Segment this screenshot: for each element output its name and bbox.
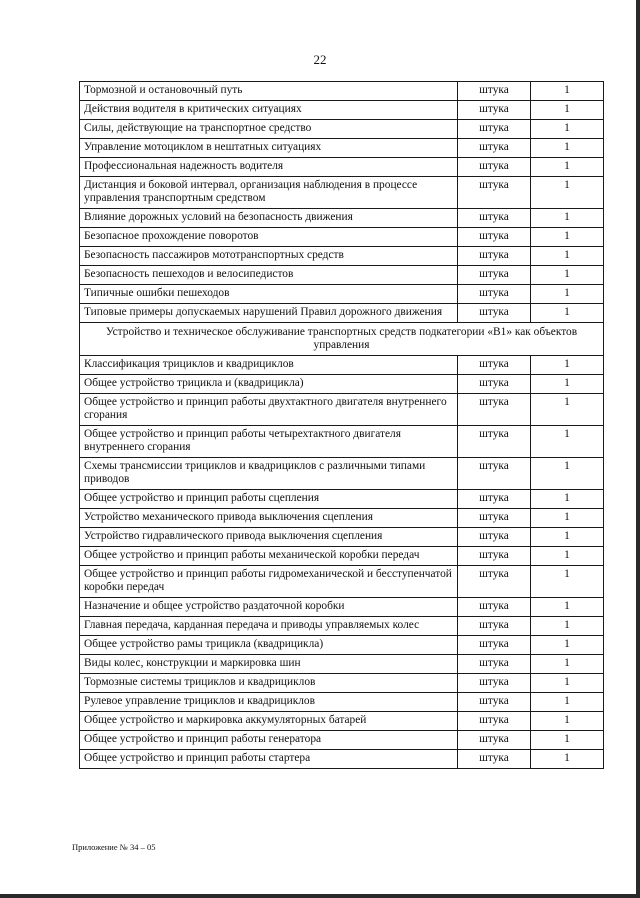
unit-cell: штука bbox=[458, 655, 531, 674]
unit-cell: штука bbox=[458, 82, 531, 101]
table-row bbox=[80, 139, 604, 158]
quantity-cell: 1 bbox=[531, 674, 604, 693]
unit-cell: штука bbox=[458, 285, 531, 304]
quantity-cell: 1 bbox=[531, 617, 604, 636]
quantity-cell: 1 bbox=[531, 566, 604, 598]
table-row bbox=[80, 426, 604, 458]
unit-cell: штука bbox=[458, 490, 531, 509]
item-name-cell: Общее устройство и принцип работы стартера bbox=[80, 750, 458, 769]
unit-cell: штука bbox=[458, 426, 531, 458]
unit-cell: штука bbox=[458, 636, 531, 655]
item-name-cell: Общее устройство и маркировка аккумуляторных батарей bbox=[80, 712, 458, 731]
quantity-cell: 1 bbox=[531, 731, 604, 750]
unit-cell: штука bbox=[458, 598, 531, 617]
table-row bbox=[80, 394, 604, 426]
item-name-cell: Схемы трансмиссии трициклов и квадрициклов с различными типами приводов bbox=[80, 458, 458, 490]
quantity-cell: 1 bbox=[531, 426, 604, 458]
item-name-cell: Общее устройство и принцип работы четырехтактного двигателя внутреннего сгорания bbox=[80, 426, 458, 458]
item-name-cell: Тормозные системы трициклов и квадрициклов bbox=[80, 674, 458, 693]
unit-cell: штука bbox=[458, 266, 531, 285]
item-name-cell: Безопасное прохождение поворотов bbox=[80, 228, 458, 247]
quantity-cell: 1 bbox=[531, 139, 604, 158]
scan-edge-bottom bbox=[0, 894, 640, 898]
table-row bbox=[80, 750, 604, 769]
section-header-row bbox=[80, 323, 604, 356]
item-name-cell: Виды колес, конструкции и маркировка шин bbox=[80, 655, 458, 674]
unit-cell: штука bbox=[458, 394, 531, 426]
item-name-cell: Общее устройство и принцип работы гидромеханической и бесступенчатой коробки передач bbox=[80, 566, 458, 598]
footer-note: Приложение № 34 – 05 bbox=[72, 842, 156, 852]
unit-cell: штука bbox=[458, 139, 531, 158]
table-row bbox=[80, 247, 604, 266]
table-row bbox=[80, 356, 604, 375]
unit-cell: штука bbox=[458, 304, 531, 323]
table-row bbox=[80, 509, 604, 528]
item-name-cell: Общее устройство и принцип работы двухтактного двигателя внутреннего сгорания bbox=[80, 394, 458, 426]
item-name-cell: Типовые примеры допускаемых нарушений Правил дорожного движения bbox=[80, 304, 458, 323]
unit-cell: штука bbox=[458, 617, 531, 636]
quantity-cell: 1 bbox=[531, 304, 604, 323]
table-row bbox=[80, 712, 604, 731]
table-row bbox=[80, 209, 604, 228]
quantity-cell: 1 bbox=[531, 82, 604, 101]
section-header-group bbox=[80, 323, 604, 356]
quantity-cell: 1 bbox=[531, 177, 604, 209]
quantity-cell: 1 bbox=[531, 228, 604, 247]
unit-cell: штука bbox=[458, 120, 531, 139]
quantity-cell: 1 bbox=[531, 101, 604, 120]
quantity-cell: 1 bbox=[531, 598, 604, 617]
table-row bbox=[80, 566, 604, 598]
item-name-cell: Устройство гидравлического привода выключения сцепления bbox=[80, 528, 458, 547]
quantity-cell: 1 bbox=[531, 356, 604, 375]
quantity-cell: 1 bbox=[531, 655, 604, 674]
quantity-cell: 1 bbox=[531, 636, 604, 655]
unit-cell: штука bbox=[458, 356, 531, 375]
quantity-cell: 1 bbox=[531, 285, 604, 304]
table-row bbox=[80, 528, 604, 547]
unit-cell: штука bbox=[458, 566, 531, 598]
table-body-top bbox=[80, 82, 604, 323]
table-row bbox=[80, 285, 604, 304]
quantity-cell: 1 bbox=[531, 458, 604, 490]
unit-cell: штука bbox=[458, 547, 531, 566]
item-name-cell: Устройство механического привода выключения сцепления bbox=[80, 509, 458, 528]
unit-cell: штука bbox=[458, 101, 531, 120]
item-name-cell: Безопасность пешеходов и велосипедистов bbox=[80, 266, 458, 285]
item-name-cell: Тормозной и остановочный путь bbox=[80, 82, 458, 101]
table-row bbox=[80, 731, 604, 750]
table-row bbox=[80, 101, 604, 120]
table-row bbox=[80, 158, 604, 177]
item-name-cell: Назначение и общее устройство раздаточной коробки bbox=[80, 598, 458, 617]
item-name-cell: Силы, действующие на транспортное средство bbox=[80, 120, 458, 139]
table-row bbox=[80, 82, 604, 101]
item-name-cell: Общее устройство и принцип работы сцепления bbox=[80, 490, 458, 509]
item-name-cell: Общее устройство рамы трицикла (квадрицикла) bbox=[80, 636, 458, 655]
unit-cell: штука bbox=[458, 750, 531, 769]
quantity-cell: 1 bbox=[531, 394, 604, 426]
quantity-cell: 1 bbox=[531, 209, 604, 228]
table-row bbox=[80, 674, 604, 693]
table-row bbox=[80, 228, 604, 247]
table-row bbox=[80, 617, 604, 636]
scan-edge-right bbox=[636, 0, 640, 898]
item-name-cell: Действия водителя в критических ситуациях bbox=[80, 101, 458, 120]
table-row bbox=[80, 304, 604, 323]
unit-cell: штука bbox=[458, 509, 531, 528]
item-name-cell: Главная передача, карданная передача и приводы управляемых колес bbox=[80, 617, 458, 636]
table-row bbox=[80, 598, 604, 617]
item-name-cell: Влияние дорожных условий на безопасность движения bbox=[80, 209, 458, 228]
item-name-cell: Дистанция и боковой интервал, организация наблюдения в процессе управления транспортным средством bbox=[80, 177, 458, 209]
table-row bbox=[80, 458, 604, 490]
quantity-cell: 1 bbox=[531, 120, 604, 139]
table-row bbox=[80, 655, 604, 674]
page-number: 22 bbox=[313, 52, 327, 67]
quantity-cell: 1 bbox=[531, 547, 604, 566]
table-row bbox=[80, 120, 604, 139]
unit-cell: штука bbox=[458, 674, 531, 693]
table-row bbox=[80, 375, 604, 394]
table-row bbox=[80, 636, 604, 655]
quantity-cell: 1 bbox=[531, 266, 604, 285]
equipment-table bbox=[79, 81, 604, 769]
table-row bbox=[80, 490, 604, 509]
unit-cell: штука bbox=[458, 731, 531, 750]
item-name-cell: Общее устройство и принцип работы генератора bbox=[80, 731, 458, 750]
unit-cell: штука bbox=[458, 375, 531, 394]
quantity-cell: 1 bbox=[531, 247, 604, 266]
unit-cell: штука bbox=[458, 693, 531, 712]
unit-cell: штука bbox=[458, 712, 531, 731]
item-name-cell: Рулевое управление трициклов и квадрициклов bbox=[80, 693, 458, 712]
unit-cell: штука bbox=[458, 177, 531, 209]
unit-cell: штука bbox=[458, 209, 531, 228]
item-name-cell: Управление мотоциклом в нештатных ситуациях bbox=[80, 139, 458, 158]
item-name-cell: Классификация трициклов и квадрициклов bbox=[80, 356, 458, 375]
table-row bbox=[80, 177, 604, 209]
quantity-cell: 1 bbox=[531, 750, 604, 769]
quantity-cell: 1 bbox=[531, 509, 604, 528]
quantity-cell: 1 bbox=[531, 693, 604, 712]
unit-cell: штука bbox=[458, 458, 531, 490]
quantity-cell: 1 bbox=[531, 712, 604, 731]
table-row bbox=[80, 693, 604, 712]
unit-cell: штука bbox=[458, 228, 531, 247]
item-name-cell: Типичные ошибки пешеходов bbox=[80, 285, 458, 304]
item-name-cell: Профессиональная надежность водителя bbox=[80, 158, 458, 177]
item-name-cell: Общее устройство трицикла и (квадрицикла) bbox=[80, 375, 458, 394]
section-title: Устройство и техническое обслуживание транспортных средств подкатегории «В1» как объектов управления bbox=[80, 323, 604, 356]
unit-cell: штука bbox=[458, 247, 531, 266]
quantity-cell: 1 bbox=[531, 158, 604, 177]
table-body-bottom bbox=[80, 356, 604, 769]
item-name-cell: Безопасность пассажиров мототранспортных средств bbox=[80, 247, 458, 266]
unit-cell: штука bbox=[458, 158, 531, 177]
quantity-cell: 1 bbox=[531, 490, 604, 509]
quantity-cell: 1 bbox=[531, 375, 604, 394]
quantity-cell: 1 bbox=[531, 528, 604, 547]
table-row bbox=[80, 547, 604, 566]
unit-cell: штука bbox=[458, 528, 531, 547]
item-name-cell: Общее устройство и принцип работы механической коробки передач bbox=[80, 547, 458, 566]
table-row bbox=[80, 266, 604, 285]
